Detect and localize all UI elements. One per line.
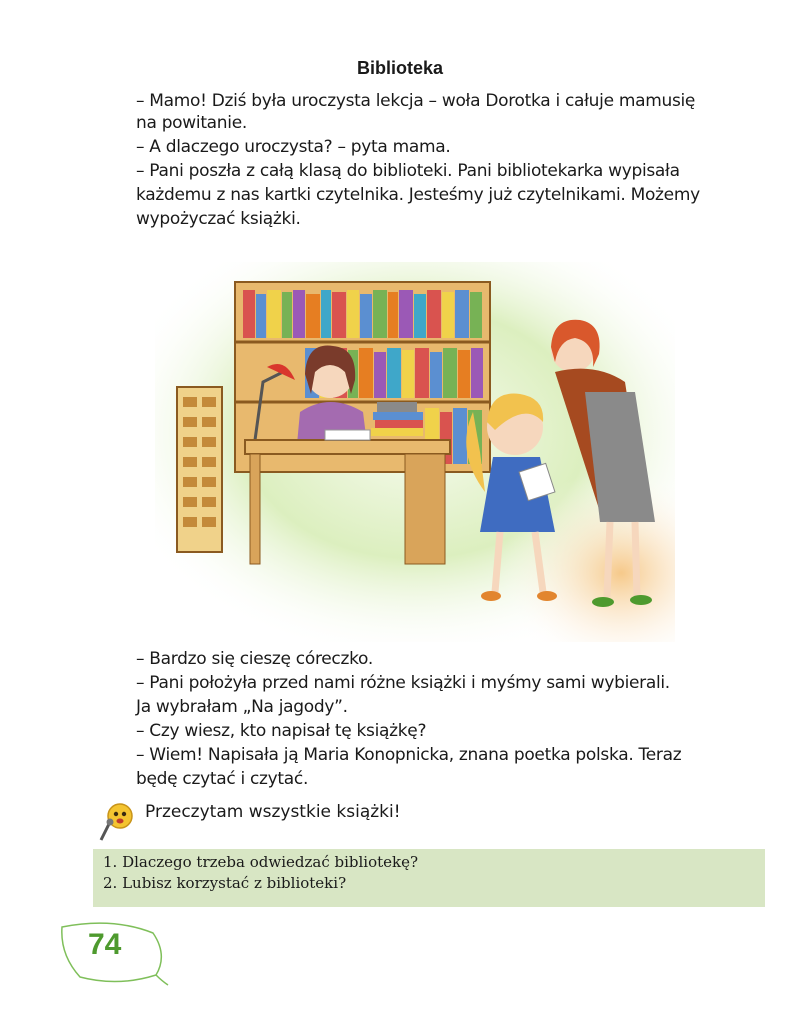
text-line: będę czytać i czytać. <box>136 769 309 789</box>
text-line: każdemu z nas kartki czytelnika. Jesteśmy już czytelnikami. Możemy <box>136 185 700 205</box>
text-line: – Pani położyła przed nami różne książki i myśmy sami wybierali. <box>136 673 670 693</box>
library-illustration <box>155 262 675 642</box>
text-line: – A dlaczego uroczysta? – pyta mama. <box>136 137 451 157</box>
text-line: – Bardzo się cieszę córeczko. <box>136 649 373 669</box>
question-item: 2. Lubisz korzystać z biblioteki? <box>103 874 347 892</box>
text-line: Ja wybrałam „Na jagody”. <box>136 697 348 717</box>
question-item: 1. Dlaczego trzeba odwiedzać bibliotekę? <box>103 853 419 871</box>
speaking-child-icon <box>98 800 134 844</box>
page-number: 74 <box>88 928 122 961</box>
text-line: wypożyczać książki. <box>136 209 301 229</box>
text-line: – Czy wiesz, kto napisał tę książkę? <box>136 721 427 741</box>
exclamation-text: Przeczytam wszystkie książki! <box>145 802 401 822</box>
text-line: – Pani poszła z całą klasą do biblioteki. Pani bibliotekarka wypisała <box>136 161 680 181</box>
text-line: – Mamo! Dziś była uroczysta lekcja – woła Dorotka i całuje mamusię <box>136 91 696 111</box>
text-line: – Wiem! Napisała ją Maria Konopnicka, znana poetka polska. Teraz <box>136 745 682 765</box>
text-line: na powitanie. <box>136 113 247 133</box>
page-title: Biblioteka <box>356 58 444 78</box>
